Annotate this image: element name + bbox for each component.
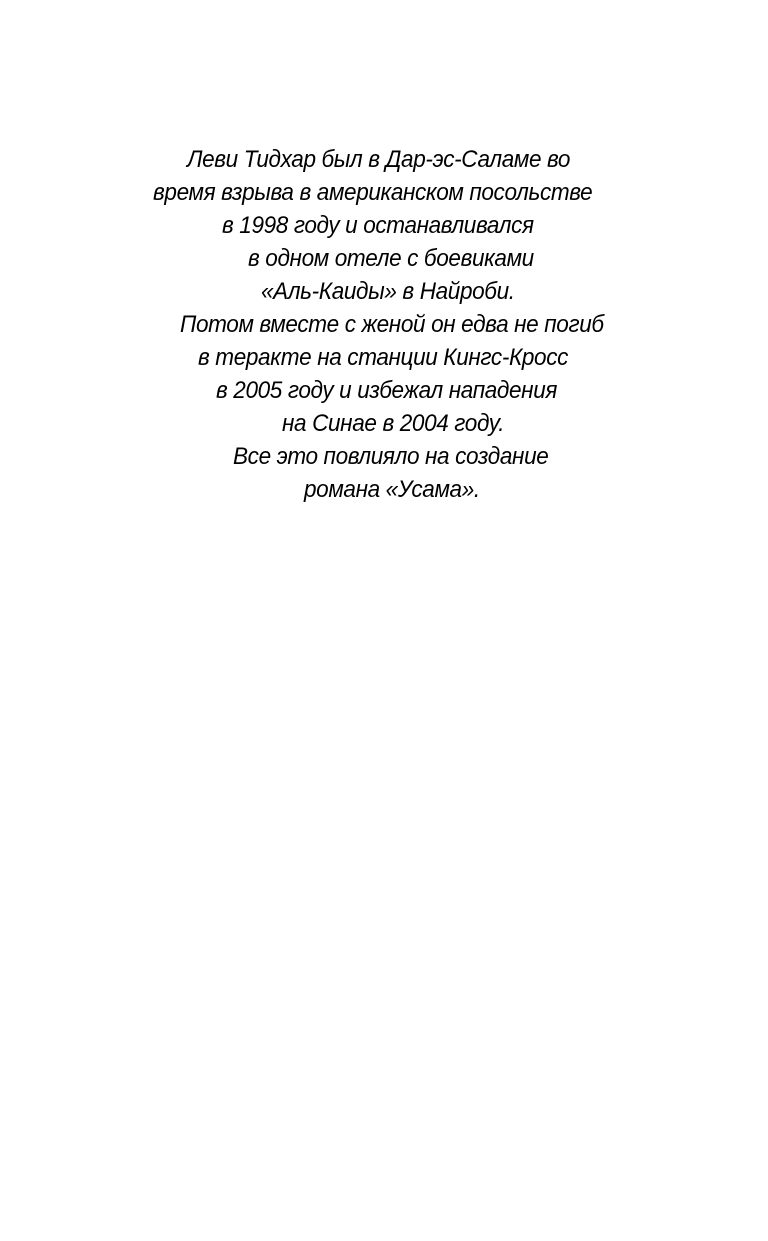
annotation-line: в одном отеле с боевиками <box>248 245 534 272</box>
annotation-line: Все это повлияло на создание <box>233 443 549 470</box>
annotation-line: время взрыва в американском посольстве <box>153 179 593 206</box>
annotation-line: «Аль-Каиды» в Найроби. <box>261 278 515 305</box>
annotation-line: в 1998 году и останавливался <box>222 212 534 239</box>
annotation-line: Леви Тидхар был в Дар-эс-Саламе во <box>187 146 571 173</box>
annotation-line: в 2005 году и избежал нападения <box>216 377 558 404</box>
annotation-line: Потом вместе с женой он едва не погиб <box>180 311 604 338</box>
annotation-line: в теракте на станции Кингс-Кросс <box>198 344 569 371</box>
annotation-line: романа «Усама». <box>304 476 480 503</box>
annotation-line: на Синае в 2004 году. <box>282 410 505 437</box>
